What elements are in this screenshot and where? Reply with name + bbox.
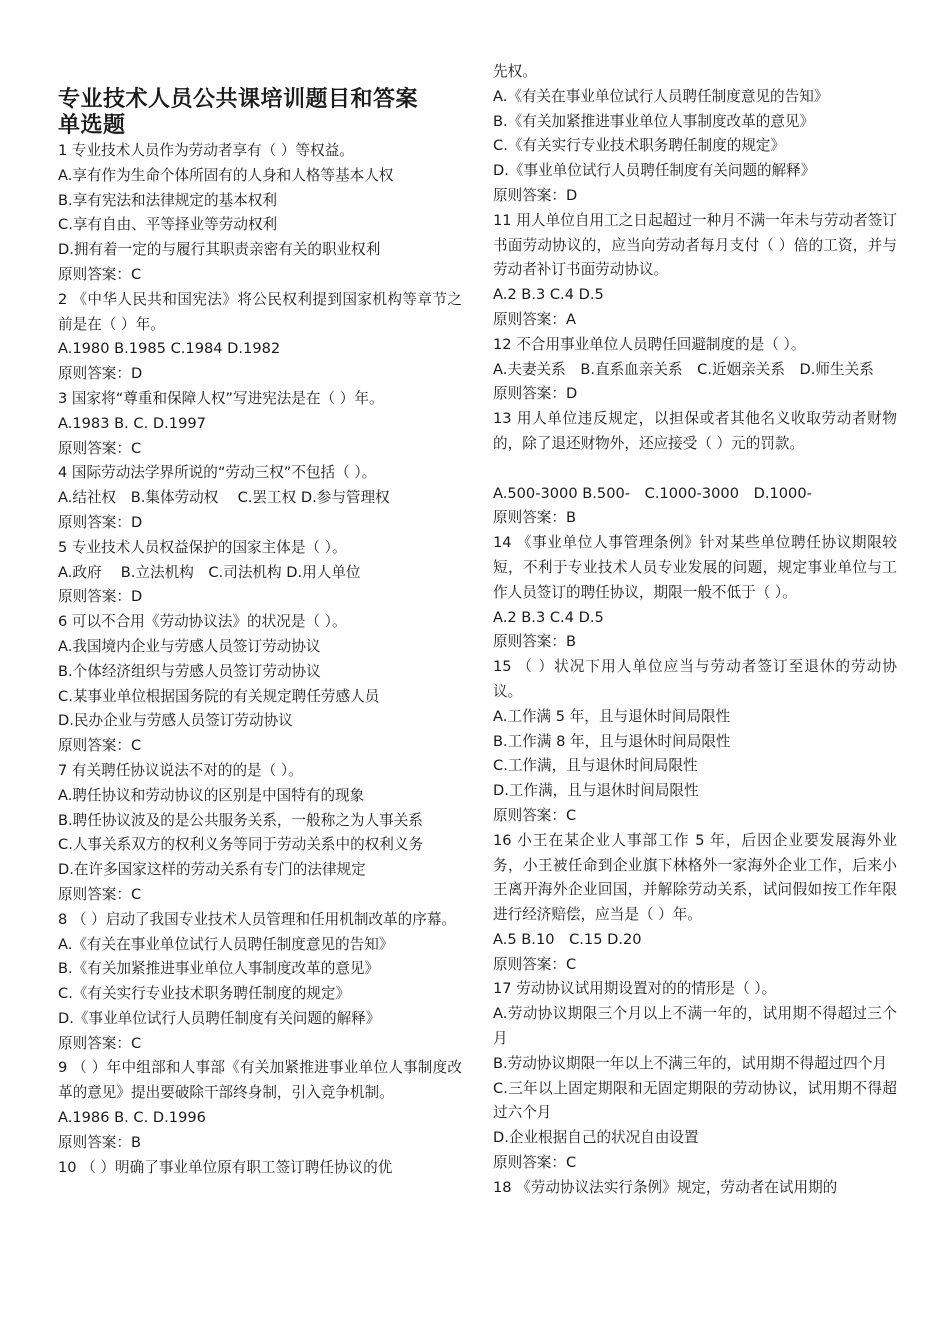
text-line: 原则答案：D xyxy=(493,385,578,403)
text-line: 11 用人单位自用工之日起超过一种月不满一年未与劳动者签订书面劳动协议的，应当向劳动者每月支付（ ）倍的工资，并与劳动者补订书面劳动协议。 xyxy=(493,211,897,279)
title-line-2: 单选题 xyxy=(58,113,126,138)
text-line: 8 （ ）启动了我国专业技术人员管理和任用机制改革的序幕。 xyxy=(58,910,457,928)
text-line: A.工作满 5 年，且与退休时间局限性 xyxy=(493,707,731,725)
text-line: 12 不合用事业单位人员聘任回避制度的是（ ）。 xyxy=(493,335,806,353)
text-line: B.个体经济组织与劳感人员签订劳动协议 xyxy=(58,662,321,680)
text-line: 14 《事业单位人事管理条例》针对某些单位聘任协议期限较短，不利于专业技术人员专业发展的问题，规定事业单位与工作人员签订的聘任协议，期限一般不低于（ ）。 xyxy=(493,534,897,601)
text-line: 18 《劳动协议法实行条例》规定，劳动者在试用期的 xyxy=(493,1178,838,1196)
text-line: A.500-3000 B.500- C.1000-3000 D.1000- xyxy=(493,484,812,502)
text-line: C.工作满，且与退休时间局限性 xyxy=(493,757,698,775)
text-line: 原则答案：C xyxy=(58,265,142,283)
text-line: A.结社权 B.集体劳动权 C.罢工权 D.参与管理权 xyxy=(58,489,390,507)
text-line: B.《有关加紧推进事业单位人事制度改革的意见》 xyxy=(493,112,815,130)
text-line: 先权。 xyxy=(493,63,537,80)
text-line: A.1983 B. C. D.1997 xyxy=(58,414,206,432)
text-line: D.在许多国家这样的劳动关系有专门的法律规定 xyxy=(58,861,366,879)
text-line: 10 （ ）明确了事业单位原有职工签订聘任协议的优 xyxy=(58,1158,393,1176)
text-line: B.《有关加紧推进事业单位人事制度改革的意见》 xyxy=(58,960,380,978)
text-line: 4 国际劳动法学界所说的“劳动三权”不包括（ ）。 xyxy=(58,464,377,482)
text-line: 1 专业技术人员作为劳动者享有（ ）等权益。 xyxy=(58,142,354,159)
right-column-text xyxy=(493,60,897,1201)
text-line: C.《有关实行专业技术职务聘任制度的规定》 xyxy=(493,137,786,155)
text-line: 7 有关聘任协议说法不对的的是（ ）。 xyxy=(58,761,303,779)
text-line: A.夫妻关系 B.直系血亲关系 C.近姻亲关系 D.师生关系 xyxy=(493,360,874,378)
text-line: C.人事关系双方的权利义务等同于劳动关系中的权利义务 xyxy=(58,836,424,854)
text-line: 原则答案：C xyxy=(493,806,577,824)
text-line: C.《有关实行专业技术职务聘任制度的规定》 xyxy=(58,985,351,1003)
text-line: C.三年以上固定期限和无固定期限的劳动协议，试用期不得超过六个月 xyxy=(493,1079,897,1122)
text-line: D.工作满，且与退休时间局限性 xyxy=(493,782,699,800)
text-line xyxy=(493,457,897,482)
text-line: A.我国境内企业与劳感人员签订劳动协议 xyxy=(58,637,321,655)
text-line: 原则答案：C xyxy=(493,955,577,973)
document-title xyxy=(58,87,462,139)
text-line: 5 专业技术人员权益保护的国家主体是（ ）。 xyxy=(58,538,347,556)
text-line: A.《有关在事业单位试行人员聘任制度意见的告知》 xyxy=(58,935,394,953)
title-line-1: 专业技术人员公共课培训题目和答案 xyxy=(58,87,419,112)
text-line: A.2 B.3 C.4 D.5 xyxy=(493,286,604,304)
text-line: D.企业根据自己的状况自由设置 xyxy=(493,1129,699,1147)
text-line: 原则答案：C xyxy=(493,1154,577,1172)
text-line: 原则答案：C xyxy=(58,737,142,755)
text-line: A.享有作为生命个体所固有的人身和人格等基本人权 xyxy=(58,166,394,184)
left-column-text xyxy=(58,139,462,1180)
text-line: A.聘任协议和劳动协议的区别是中国特有的现象 xyxy=(58,786,365,804)
left-column xyxy=(58,60,462,1180)
text-line: 15 （ ）状况下用人单位应当与劳动者签订至退休的劳动协议。 xyxy=(493,658,897,700)
right-column xyxy=(493,60,897,1201)
text-line: C.某事业单位根据国务院的有关规定聘任劳感人员 xyxy=(58,687,380,705)
text-line: A.政府 B.立法机构 C.司法机构 D.用人单位 xyxy=(58,563,361,581)
text-line: 17 劳动协议试用期设置对的的情形是（ ）。 xyxy=(493,980,777,998)
text-line: 原则答案：D xyxy=(58,588,143,606)
text-line: 原则答案：A xyxy=(493,310,576,328)
text-line: A.5 B.10 C.15 D.20 xyxy=(493,930,642,948)
text-line: 原则答案：D xyxy=(58,365,143,383)
text-line: 原则答案：B xyxy=(493,633,576,651)
text-line: 9 （ ）年中组部和人事部《有关加紧推进事业单位人事制度改革的意见》提出要破除干部终身制，引入竞争机制。 xyxy=(58,1059,462,1102)
text-line: B.工作满 8 年，且与退休时间局限性 xyxy=(493,732,731,750)
text-line: 16 小王在某企业人事部工作 5 年，后因企业要发展海外业务，小王被任命到企业旗下林格外一家海外企业工作，后来小王离开海外企业回国，并解除劳动关系，试问假如按工作年限进行经济赔偿，应当是（ ）年。 xyxy=(493,831,897,924)
text-line: B.聘任协议波及的是公共服务关系，一般称之为人事关系 xyxy=(58,811,423,829)
text-line: 原则答案：C xyxy=(58,885,142,903)
text-line: 原则答案：B xyxy=(493,509,576,527)
text-line: 原则答案：D xyxy=(58,513,143,531)
text-line: 13 用人单位违反规定，以担保或者其他名义收取劳动者财物的，除了退还财物外，还应接受（ ）元的罚款。 xyxy=(493,410,897,452)
text-line: A.《有关在事业单位试行人员聘任制度意见的告知》 xyxy=(493,87,829,105)
text-line: A.2 B.3 C.4 D.5 xyxy=(493,608,604,626)
text-line: B.劳动协议期限一年以上不满三年的，试用期不得超过四个月 xyxy=(493,1054,888,1072)
text-line: B.享有宪法和法律规定的基本权利 xyxy=(58,191,277,209)
text-line: 2 《中华人民共和国宪法》将公民权利提到国家机构等章节之前是在（ ）年。 xyxy=(58,290,462,333)
text-line: A.1980 B.1985 C.1984 D.1982 xyxy=(58,340,281,358)
text-line: D.民办企业与劳感人员签订劳动协议 xyxy=(58,712,293,730)
text-line: A.劳动协议期限三个月以上不满一年的，试用期不得超过三个月 xyxy=(493,1005,897,1048)
text-line: D.拥有着一定的与履行其职责亲密有关的职业权利 xyxy=(58,241,381,259)
text-line: D.《事业单位试行人员聘任制度有关问题的解释》 xyxy=(493,162,816,180)
text-line: 原则答案：C xyxy=(58,1034,142,1052)
text-line: 6 可以不合用《劳动协议法》的状况是（ ）。 xyxy=(58,613,347,631)
text-line: C.享有自由、平等择业等劳动权利 xyxy=(58,216,278,234)
text-line: 3 国家将“尊重和保障人权”写进宪法是在（ ）年。 xyxy=(58,389,384,407)
text-line: 原则答案：D xyxy=(493,186,578,204)
text-line: 原则答案：C xyxy=(58,439,142,457)
text-line: A.1986 B. C. D.1996 xyxy=(58,1109,206,1127)
text-line: 原则答案：B xyxy=(58,1133,141,1151)
text-line: D.《事业单位试行人员聘任制度有关问题的解释》 xyxy=(58,1009,381,1027)
